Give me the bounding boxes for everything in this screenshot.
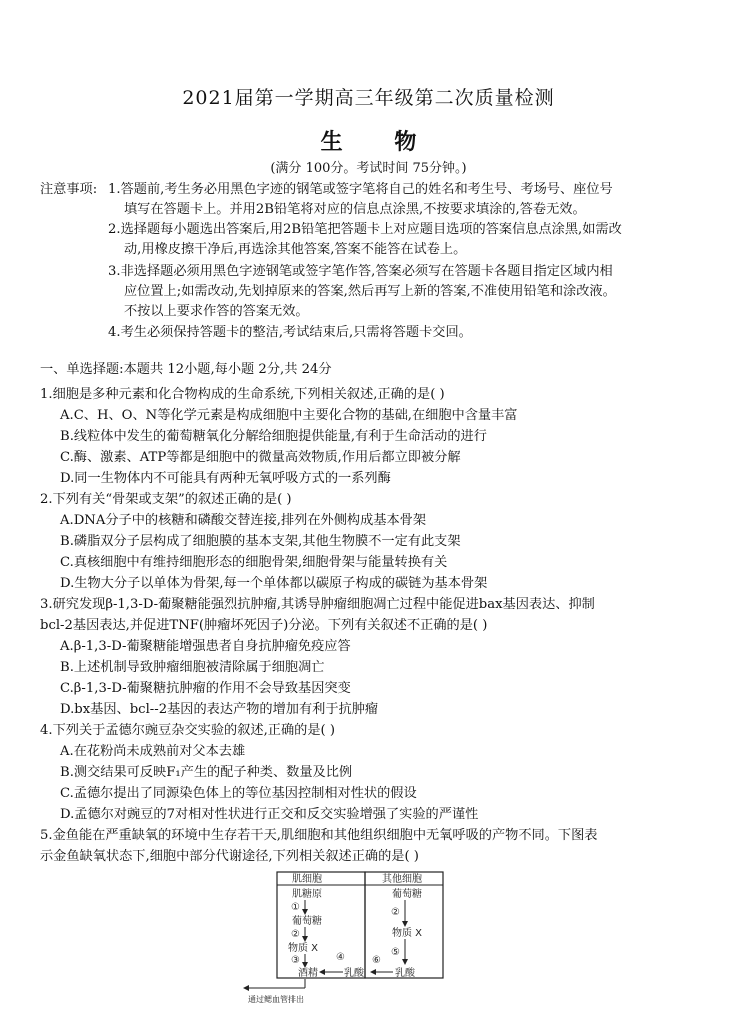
exam-meta: (满分 100分。考试时间 75分钟。) <box>270 161 467 176</box>
question-stem: 2.下列有关“骨架或支架”的叙述正确的是( ) <box>40 492 292 507</box>
glucose-label-right: 葡萄糖 <box>392 889 422 900</box>
notice-line: 4.考生必须保持答题卡的整洁,考试结束后,只需将答题卡交回。 <box>108 325 472 340</box>
step-number: ③ <box>291 955 300 966</box>
notice-label: 注意事项: <box>40 182 98 197</box>
question-option: B.测交结果可反映F₁产生的配子种类、数量及比例 <box>60 765 353 780</box>
question-option: D.bx基因、bcl--2基因的表达产物的增加有利于抗肿瘤 <box>60 702 379 717</box>
question-option: C.β-1,3-D-葡聚糖抗肿瘤的作用不会导致基因突变 <box>60 681 351 696</box>
substance-x-left: 物质 X <box>288 943 319 954</box>
notice-line: 1.答题前,考生务必用黑色字迹的钢笔或签字笔将自己的姓名和考生号、考场号、座位号 <box>108 182 613 197</box>
glycogen-label: 肌糖原 <box>292 889 322 900</box>
lactate-right: 乳酸 <box>395 968 415 979</box>
question-option: B.上述机制导致肿瘤细胞被清除属于细胞凋亡 <box>60 660 325 675</box>
question-option: D.同一生物体内不可能具有两种无氧呼吸方式的一系列酶 <box>60 471 391 486</box>
notice-line: 动,用橡皮擦干净后,再选涂其他答案,答案不能答在试卷上。 <box>124 242 467 257</box>
question-option: A.在花粉尚未成熟前对父本去雄 <box>60 744 246 759</box>
step-number: ② <box>391 907 400 918</box>
question-stem: 示金鱼缺氧状态下,细胞中部分代谢途径,下列相关叙述正确的是( ) <box>40 849 419 864</box>
alcohol-label: 酒精 <box>298 968 318 979</box>
question-option: B.线粒体中发生的葡萄糖氧化分解给细胞提供能量,有利于生命活动的进行 <box>60 429 487 444</box>
question-stem: 3.研究发现β-1,3-D-葡聚糖能强烈抗肿瘤,其诱导肿瘤细胞凋亡过程中能促进bax基因表达、抑制 <box>40 597 595 612</box>
question-option: B.磷脂双分子层构成了细胞膜的基本支架,其他生物膜不一定有此支架 <box>60 534 461 549</box>
exit-label: 通过鳃血管排出 <box>248 995 304 1004</box>
question-option: A.β-1,3-D-葡聚糖能增强患者自身抗肿瘤免疫应答 <box>60 639 351 654</box>
section-heading: 一、单选择题:本题共 12小题,每小题 2分,共 24分 <box>40 362 332 377</box>
question-option: D.生物大分子以单体为骨架,每一个单体都以碳原子构成的碳链为基本骨架 <box>60 576 488 591</box>
subject-title: 生 物 <box>320 129 439 155</box>
exam-title: 2021届第一学期高三年级第二次质量检测 <box>182 87 555 109</box>
lactate-center: 乳酸 <box>344 968 364 979</box>
question-option: C.真核细胞中有维持细胞形态的细胞骨架,细胞骨架与能量转换有关 <box>60 555 448 570</box>
notice-line: 3.非选择题必须用黑色字迹钢笔或签字笔作答,答案必须写在答题卡各题目指定区域内相 <box>108 264 613 279</box>
question-option: D.孟德尔对豌豆的7对相对性状进行正交和反交实验增强了实验的严谨性 <box>60 807 479 822</box>
step-number: ⑤ <box>391 947 400 958</box>
question-option: A.DNA分子中的核糖和磷酸交替连接,排列在外侧构成基本骨架 <box>60 513 427 528</box>
question-stem: 4.下列关于孟德尔豌豆杂交实验的叙述,正确的是( ) <box>40 723 336 738</box>
notice-line: 2.选择题每小题选出答案后,用2B铅笔把答题卡上对应题目选项的答案信息点涂黑,如需改 <box>108 222 622 237</box>
notice-line: 填写在答题卡上。并用2B铅笔将对应的信息点涂黑,不按要求填涂的,答卷无效。 <box>124 202 586 217</box>
step-number: ④ <box>336 952 345 963</box>
notice-line: 不按以上要求作答的答案无效。 <box>124 304 309 319</box>
question-stem: 5.金鱼能在严重缺氧的环境中生存若干天,肌细胞和其他组织细胞中无氧呼吸的产物不同。下图表 <box>40 828 598 843</box>
step-number: ② <box>291 929 300 940</box>
metabolism-diagram <box>240 866 450 1016</box>
question-stem: 1.细胞是多种元素和化合物构成的生命系统,下列相关叙述,正确的是( ) <box>40 387 445 402</box>
notice-line: 应位置上;如需改动,先划掉原来的答案,然后再写上新的答案,不准使用铅笔和涂改液。 <box>124 284 616 299</box>
step-number: ⑥ <box>372 955 381 966</box>
question-stem: bcl-2基因表达,并促进TNF(肿瘤坏死因子)分泌。下列有关叙述不正确的是( ) <box>40 618 488 633</box>
substance-x-right: 物质 X <box>392 928 423 939</box>
glucose-label-left: 葡萄糖 <box>292 916 322 927</box>
muscle-cell-label: 肌细胞 <box>292 874 322 885</box>
question-option: C.酶、激素、ATP等都是细胞中的微量高效物质,作用后都立即被分解 <box>60 450 461 465</box>
step-number: ① <box>291 902 300 913</box>
question-option: C.孟德尔提出了同源染色体上的等位基因控制相对性状的假设 <box>60 786 417 801</box>
question-option: A.C、H、O、N等化学元素是构成细胞中主要化合物的基础,在细胞中含量丰富 <box>60 408 518 423</box>
other-cell-label: 其他细胞 <box>382 874 422 885</box>
